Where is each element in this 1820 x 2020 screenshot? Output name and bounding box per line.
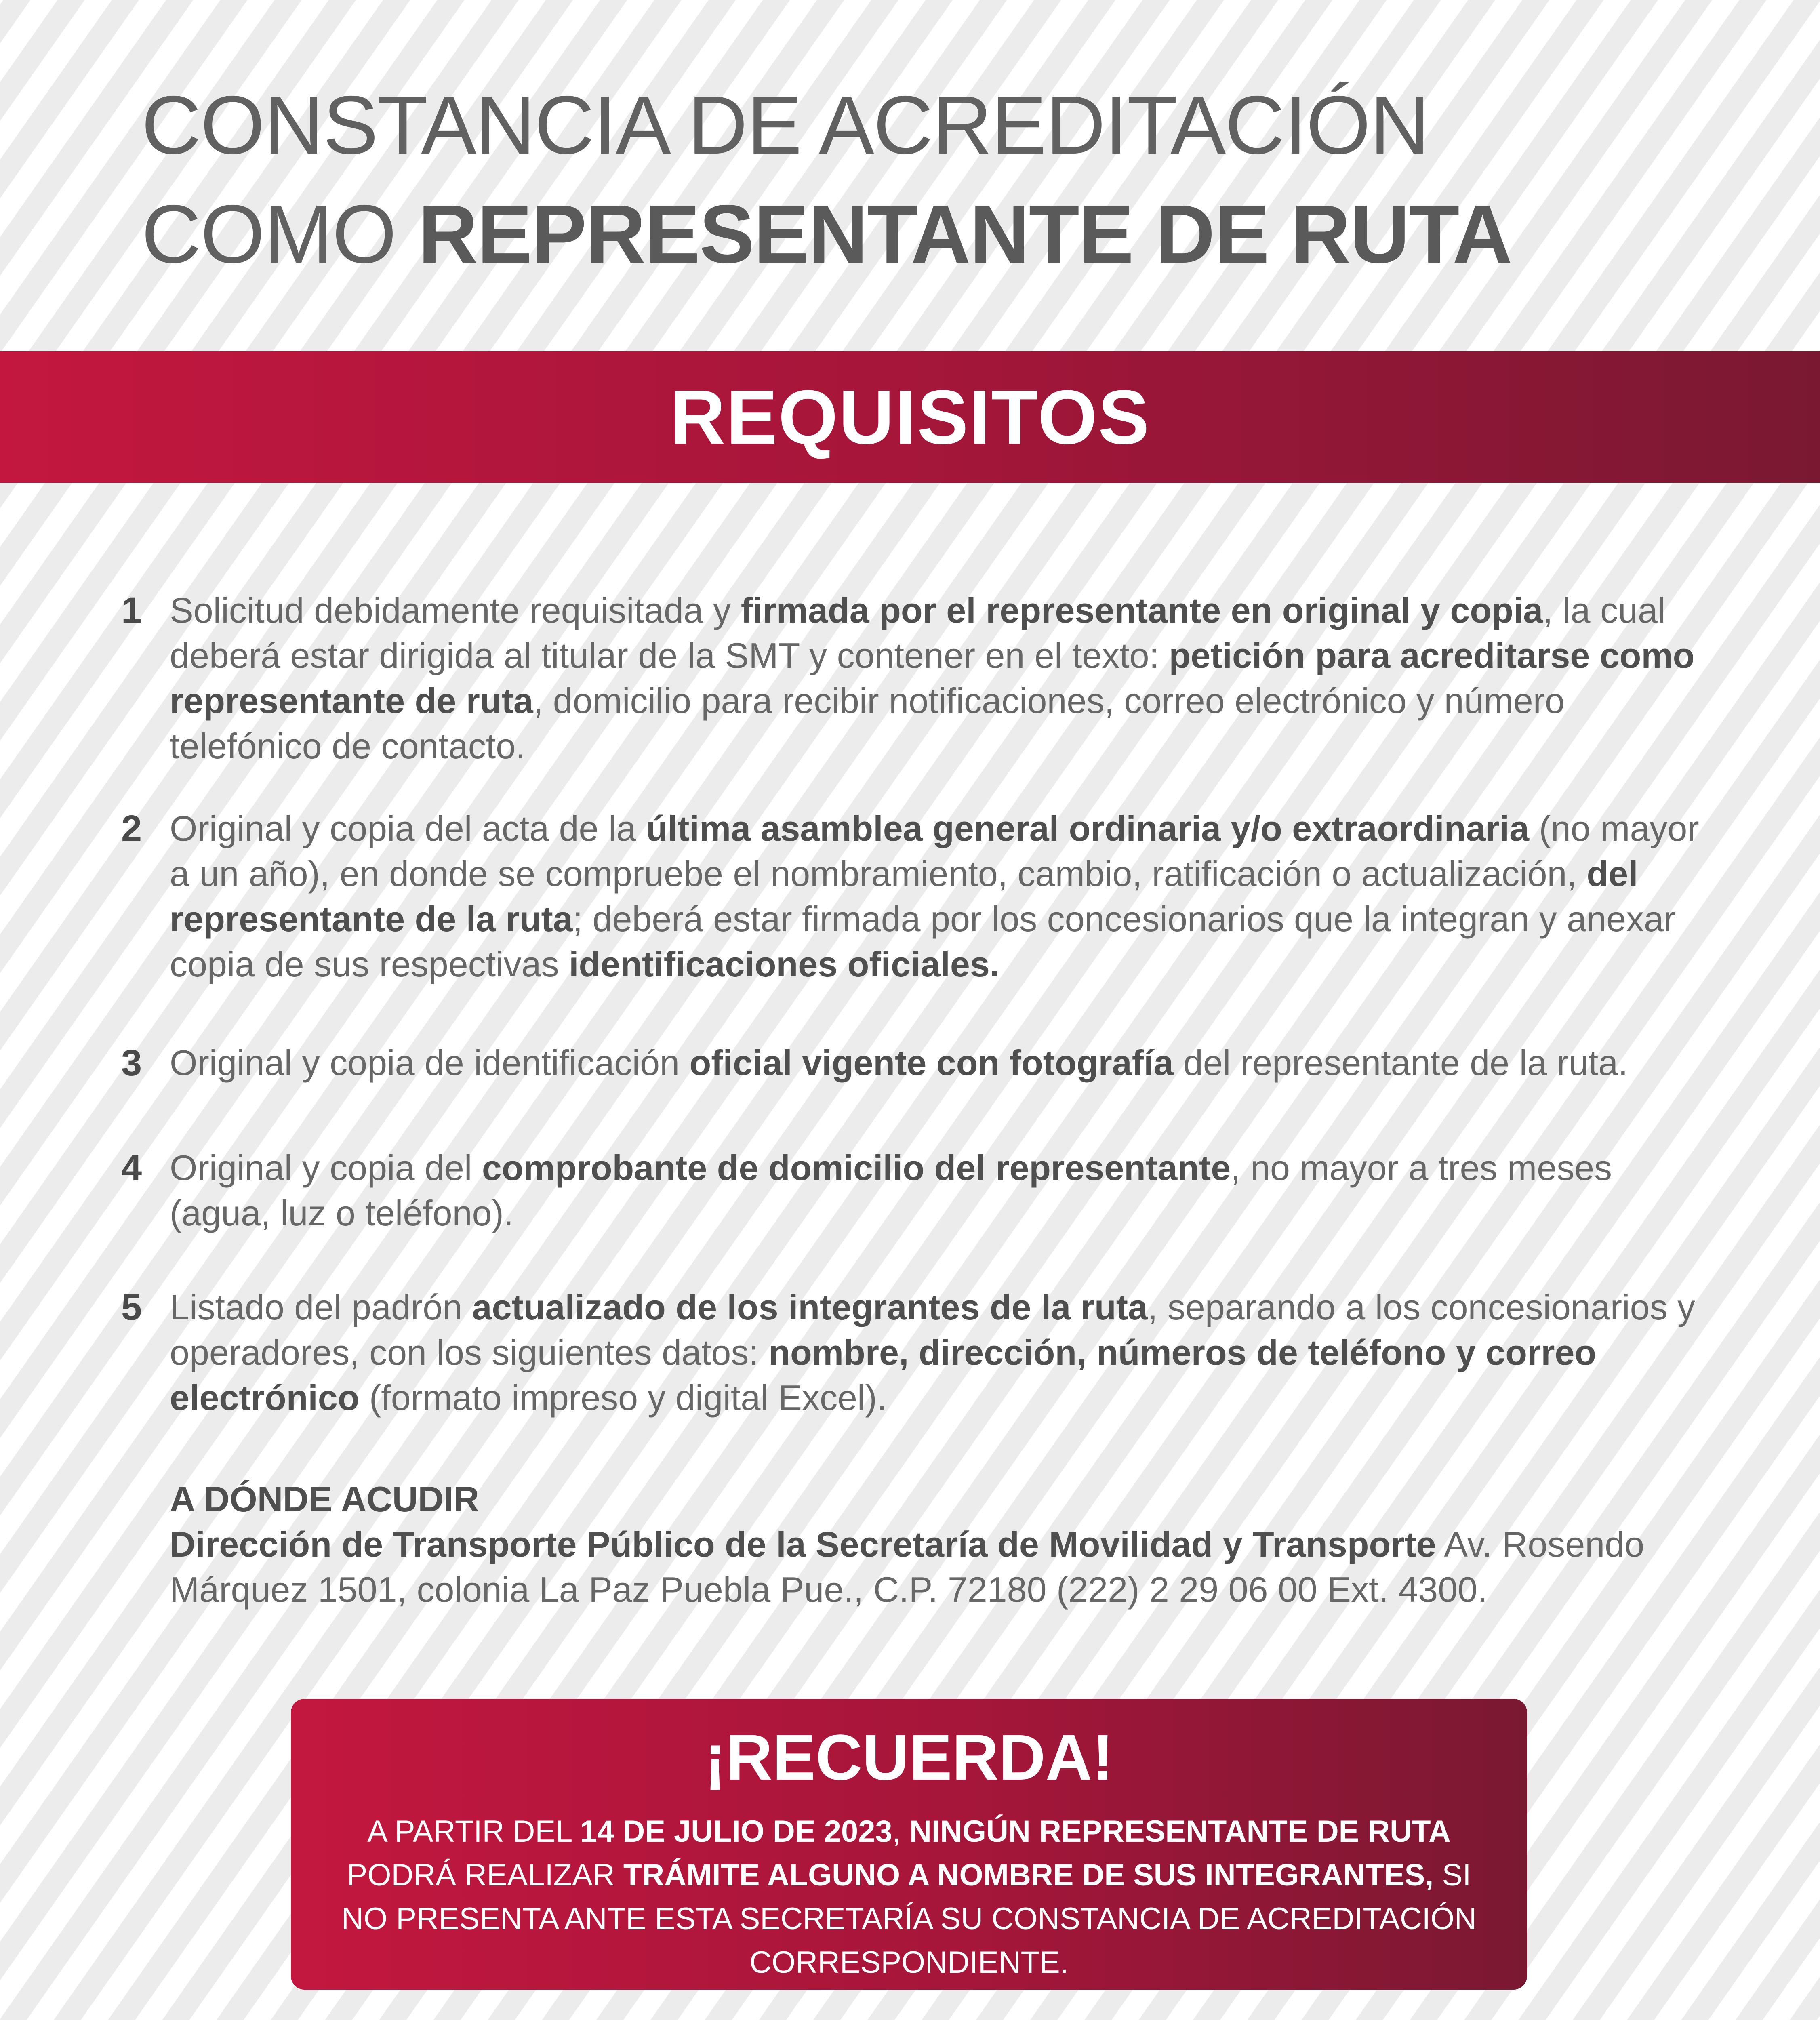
recuerda-body <box>323 1810 1495 1984</box>
req-4-text-a: Original y copia del <box>170 1148 482 1188</box>
where-office: Dirección de Transporte Público de la Secretaría de Movilidad y Transporte <box>170 1524 1436 1564</box>
requirement-text <box>170 1040 1717 1086</box>
req-1-text-b: , la cual deberá estar dirigida al titular de la SMT y contener en el texto: <box>170 590 1666 675</box>
requirement-number: 4 <box>121 1147 142 1189</box>
req-2-text-c: ; deberá estar firmada por los concesionarios que la integran y anexar copia de sus respectivas <box>170 899 1676 984</box>
req-5-bold-b: nombre, dirección, números de teléfono y correo electrónico <box>170 1332 1597 1418</box>
recuerda-text-a: A PARTIR DEL <box>367 1814 580 1849</box>
title-line-2 <box>141 180 1717 289</box>
requirement-text <box>170 806 1717 987</box>
recuerda-date: 14 DE JULIO DE 2023 <box>580 1814 892 1849</box>
where-address-2: Márquez 1501, colonia La Paz Puebla Pue., C.P. 72180 (222) 2 29 06 00 Ext. 4300. <box>170 1570 1488 1610</box>
req-5-text-c: (formato impreso y digital Excel). <box>359 1378 887 1418</box>
requirement-item-1 <box>121 588 1717 769</box>
recuerda-bold-a: NINGÚN REPRESENTANTE DE RUTA <box>909 1814 1451 1849</box>
requirement-number: 3 <box>121 1042 142 1084</box>
requirement-item-4 <box>121 1145 1717 1236</box>
recuerda-title: ¡RECUERDA! <box>704 1721 1114 1793</box>
requirement-text <box>170 1285 1717 1420</box>
where-to-go <box>170 1477 1717 1612</box>
where-heading: A DÓNDE ACUDIR <box>170 1479 479 1519</box>
req-4-text-b: , no mayor a tres meses (agua, luz o teléfono). <box>170 1148 1612 1233</box>
req-1-bold-a: firmada por el representante en original y copia <box>741 590 1543 630</box>
requisitos-label: REQUISITOS <box>670 374 1150 460</box>
req-2-text-b: (no mayor a un año), en donde se compruebe el nombramiento, cambio, ratificación o actualización, <box>170 808 1699 894</box>
requirement-item-2 <box>121 806 1717 987</box>
requisitos-band <box>0 351 1820 483</box>
req-2-bold-a: última asamblea general ordinaria y/o extraordinaria <box>646 808 1530 848</box>
req-1-bold-b: petición para acreditarse como representante de ruta <box>170 635 1695 721</box>
req-5-text-b: , separando a los concesionarios y operadores, con los siguientes datos: <box>170 1287 1696 1372</box>
recuerda-box <box>291 1699 1527 1990</box>
req-4-bold-a: comprobante de domicilio del representante <box>482 1148 1231 1188</box>
title-line-2-bold: REPRESENTANTE DE RUTA <box>418 188 1512 280</box>
recuerda-text-d: SI NO PRESENTA ANTE ESTA SECRETARÍA SU CONSTANCIA DE ACREDITACIÓN CORRESPONDIENTE. <box>341 1858 1477 1980</box>
req-2-bold-c: identificaciones oficiales. <box>569 944 1000 984</box>
title-line-1: CONSTANCIA DE ACREDITACIÓN <box>141 79 1429 171</box>
page-title <box>141 71 1717 289</box>
recuerda-text-b: , <box>892 1814 909 1849</box>
req-2-bold-b: del representante de la ruta <box>170 854 1638 939</box>
req-3-text-b: del representante de la ruta. <box>1173 1043 1628 1083</box>
req-3-text-a: Original y copia de identificación <box>170 1043 690 1083</box>
req-5-text-a: Listado del padrón <box>170 1287 472 1327</box>
requirement-number: 1 <box>121 590 142 631</box>
recuerda-bold-b: TRÁMITE ALGUNO A NOMBRE DE SUS INTEGRANTES, <box>623 1858 1434 1892</box>
where-address-1: Av. Rosendo <box>1436 1524 1645 1564</box>
req-2-text-a: Original y copia del acta de la <box>170 808 646 848</box>
req-3-bold-a: oficial vigente con fotografía <box>689 1043 1174 1083</box>
requirement-item-5 <box>121 1285 1717 1420</box>
req-1-text-a: Solicitud debidamente requisitada y <box>170 590 741 630</box>
requirement-item-3 <box>121 1040 1717 1086</box>
title-line-2-regular: COMO <box>141 188 418 280</box>
req-1-text-c: , domicilio para recibir notificaciones, correo electrónico y número telefónico de contacto. <box>170 681 1565 766</box>
requirement-text <box>170 588 1717 769</box>
requirement-number: 5 <box>121 1287 142 1328</box>
requirement-text <box>170 1145 1717 1236</box>
recuerda-text-c: PODRÁ REALIZAR <box>347 1858 623 1892</box>
requirement-number: 2 <box>121 808 142 849</box>
req-5-bold-a: actualizado de los integrantes de la ruta <box>472 1287 1148 1327</box>
